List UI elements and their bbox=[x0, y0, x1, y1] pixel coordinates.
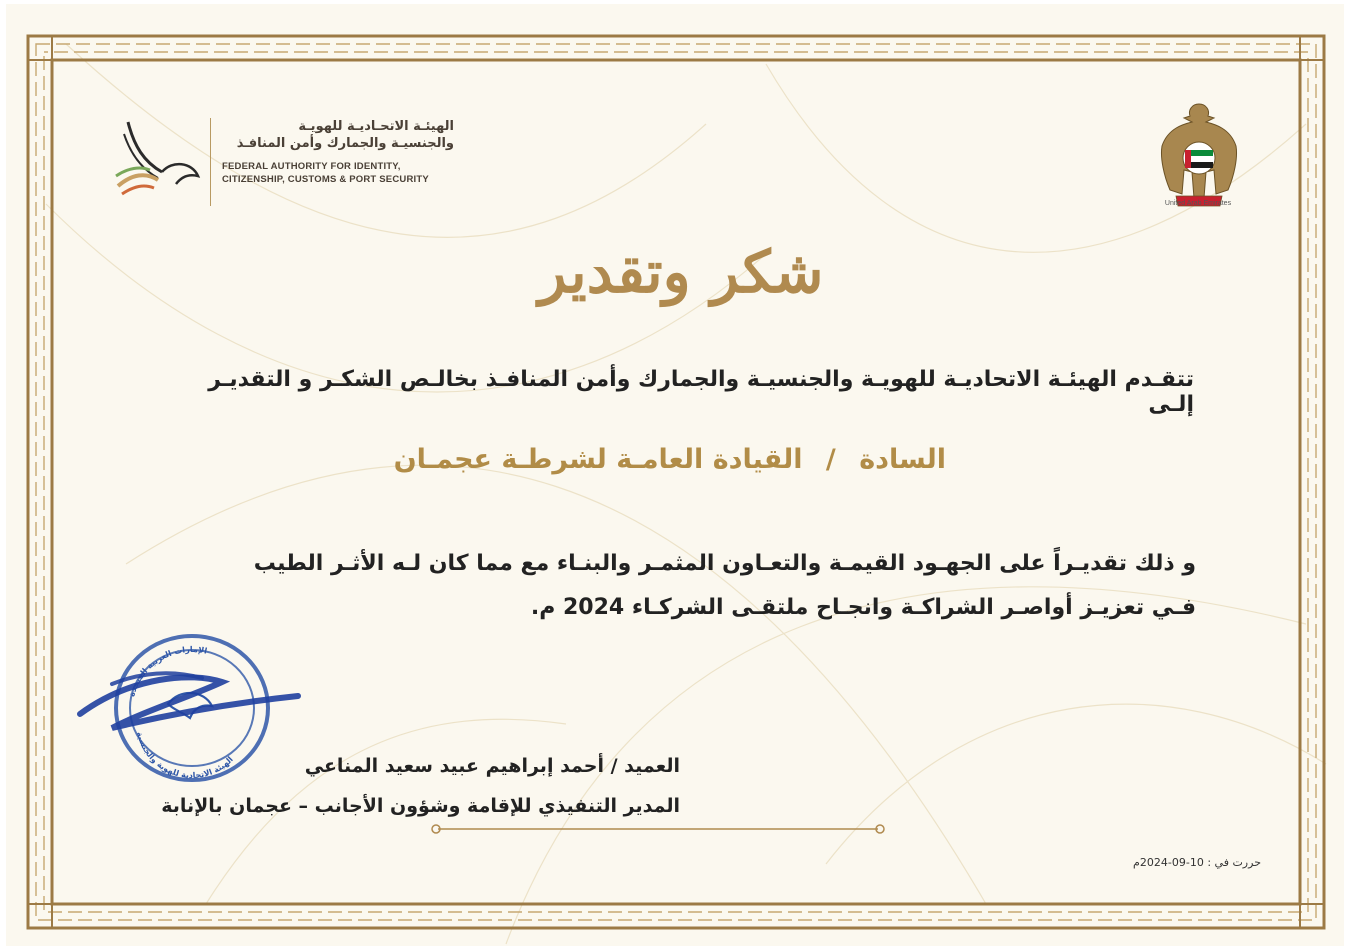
recipient-line bbox=[306, 444, 946, 475]
issue-date-label: حررت في : bbox=[1207, 856, 1261, 869]
signatory-block bbox=[96, 746, 680, 826]
signature-underline bbox=[428, 822, 888, 836]
emblem-caption: United Arab Emirates bbox=[1164, 200, 1232, 207]
authority-name-ar-line2: والجنسيـة والجمارك وأمن المنافـذ bbox=[236, 136, 454, 151]
body-text bbox=[156, 542, 1196, 630]
stamp-text-top: الإمارات العربية المتحدة bbox=[127, 644, 208, 698]
authority-name-en-line1: FEDERAL AUTHORITY FOR IDENTITY, bbox=[222, 161, 401, 172]
body-line-2: فـي تعزيـز أواصـر الشراكـة وانجـاح ملتقـى الشركـاء 2024 م. bbox=[530, 595, 1196, 620]
falcon-feather-icon bbox=[110, 112, 206, 208]
certificate-page bbox=[6, 4, 1344, 946]
authority-name-ar-line1: الهيئـة الاتحـاديـة للهويـة bbox=[298, 119, 454, 134]
intro-line: تتقـدم الهيئـة الاتحاديـة للهويـة والجنسيـة والجمارك وأمن المنافـذ بخالـص الشكـر و التقديـر إلـى bbox=[208, 367, 1194, 417]
signatory-name: العميد / أحمد إبراهيم عبيد سعيد المناعي bbox=[304, 755, 680, 777]
recipient-title: السادة bbox=[859, 444, 946, 475]
recipient-name: القيادة العامـة لشرطـة عجمـان bbox=[393, 444, 803, 475]
certificate-heading: شكر وتقدير bbox=[538, 238, 824, 306]
signatory-position: المدير التنفيذي للإقامة وشؤون الأجانب – عجمان بالإنابة bbox=[161, 795, 680, 817]
body-line-1: و ذلك تقديـراً على الجهـود القيمـة والتعـاون المثمـر والبنـاء مع مما كان لـه الأثـر الطيب bbox=[253, 551, 1196, 576]
logo-divider bbox=[210, 118, 211, 206]
issue-date-value: 10-09-2024م bbox=[1133, 856, 1204, 869]
recipient-separator: / bbox=[825, 444, 836, 475]
authority-name-en-line2: CITIZENSHIP, CUSTOMS & PORT SECURITY bbox=[222, 174, 429, 185]
uae-emblem-icon bbox=[1154, 98, 1244, 213]
stamp-text-bottom: الهيئة الاتحادية للهوية والجنسية bbox=[134, 730, 235, 781]
authority-name-en bbox=[222, 160, 462, 186]
issue-date-line bbox=[1096, 856, 1261, 869]
authority-logo bbox=[110, 112, 460, 212]
authority-name-ar bbox=[222, 118, 454, 152]
